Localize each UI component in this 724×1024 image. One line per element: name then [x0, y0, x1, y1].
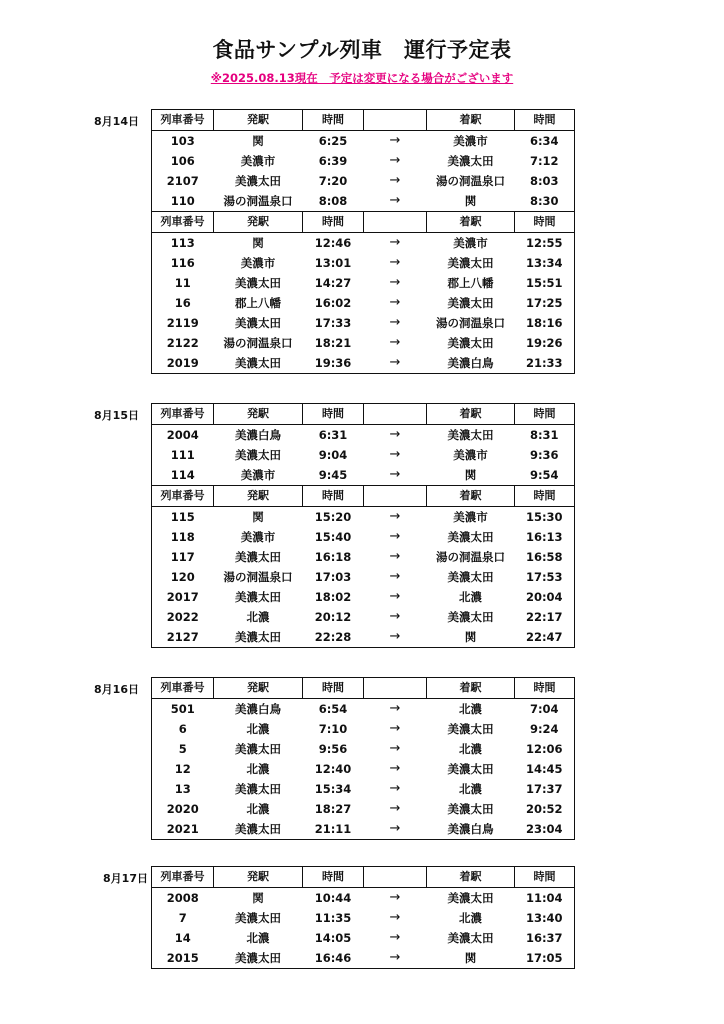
header-departure-time: 時間 — [303, 678, 364, 699]
arrival-station: 関 — [464, 194, 477, 208]
arrow-icon: → — [389, 193, 401, 208]
arrow-icon: → — [389, 235, 401, 250]
train-number: 2017 — [166, 590, 199, 604]
header-arrival-time: 時間 — [515, 486, 575, 507]
arrival-station: 関 — [464, 468, 477, 482]
arrival-station: 美濃太田 — [447, 154, 494, 168]
header-arrow — [364, 110, 427, 131]
arrival-time: 13:34 — [525, 256, 563, 270]
arrival-station: 美濃太田 — [447, 891, 494, 905]
departure-time: 15:20 — [314, 510, 352, 524]
train-number: 2015 — [166, 951, 199, 965]
schedule-notice: ※2025.08.13現在 予定は変更になる場合がございます — [210, 71, 514, 85]
train-row — [152, 253, 575, 273]
departure-time: 18:21 — [314, 336, 352, 350]
train-row — [152, 888, 575, 909]
train-number: 2127 — [166, 630, 199, 644]
departure-station: 美濃市 — [240, 468, 276, 482]
arrival-station: 美濃太田 — [447, 336, 494, 350]
departure-station: 湯の洞温泉口 — [223, 194, 293, 208]
arrow-icon: → — [389, 315, 401, 330]
train-row — [152, 527, 575, 547]
train-number: 106 — [170, 154, 195, 168]
arrival-station: 北濃 — [459, 590, 482, 604]
arrow-icon: → — [389, 741, 401, 756]
train-number: 6 — [178, 722, 187, 736]
arrow-icon: → — [389, 569, 401, 584]
arrival-time: 21:33 — [525, 356, 563, 370]
arrival-station: 美濃白鳥 — [447, 356, 494, 370]
arrival-time: 15:30 — [525, 510, 563, 524]
arrival-time: 13:40 — [525, 911, 563, 925]
departure-time: 16:18 — [314, 550, 352, 564]
header-departure-station: 発駅 — [214, 110, 303, 131]
train-row — [152, 353, 575, 374]
date-label: 8月14日 — [94, 115, 139, 128]
departure-time: 17:33 — [314, 316, 352, 330]
departure-station: 北濃 — [246, 802, 270, 816]
date-label: 8月17日 — [103, 872, 148, 885]
arrival-time: 16:37 — [525, 931, 563, 945]
arrow-icon: → — [389, 930, 401, 945]
header-arrival-station: 着駅 — [427, 404, 515, 425]
arrival-station: 関 — [464, 630, 477, 644]
arrival-time: 17:53 — [525, 570, 563, 584]
train-row — [152, 627, 575, 648]
train-number: 2119 — [166, 316, 199, 330]
train-row — [152, 425, 575, 446]
departure-time: 6:54 — [318, 702, 348, 716]
departure-time: 19:36 — [314, 356, 352, 370]
departure-station: 北濃 — [246, 610, 270, 624]
departure-station: 郡上八幡 — [235, 296, 281, 310]
header-departure-time: 時間 — [303, 867, 364, 888]
departure-station: 美濃太田 — [235, 316, 281, 330]
arrow-icon: → — [389, 549, 401, 564]
arrival-station: 美濃太田 — [447, 530, 494, 544]
arrival-time: 17:05 — [525, 951, 563, 965]
arrival-time: 23:04 — [525, 822, 563, 836]
header-arrival-time: 時間 — [515, 110, 575, 131]
header-row — [152, 212, 575, 233]
train-row — [152, 739, 575, 759]
train-number: 501 — [170, 702, 195, 716]
arrival-time: 8:30 — [529, 194, 559, 208]
header-departure-time: 時間 — [303, 110, 364, 131]
arrival-time: 20:52 — [525, 802, 563, 816]
departure-time: 18:02 — [314, 590, 352, 604]
header-arrival-time: 時間 — [515, 404, 575, 425]
header-arrow — [364, 212, 427, 233]
header-departure-station: 発駅 — [214, 404, 303, 425]
date-label: 8月15日 — [94, 409, 139, 422]
train-number: 16 — [174, 296, 191, 310]
train-row — [152, 233, 575, 254]
arrow-icon: → — [389, 173, 401, 188]
train-row — [152, 507, 575, 528]
header-departure-time: 時間 — [303, 212, 364, 233]
header-arrival-station: 着駅 — [427, 678, 515, 699]
header-train-number: 列車番号 — [152, 404, 214, 425]
departure-station: 美濃太田 — [235, 742, 281, 756]
departure-station: 美濃太田 — [235, 951, 281, 965]
train-number: 114 — [170, 468, 195, 482]
arrival-time: 8:03 — [529, 174, 559, 188]
departure-time: 9:56 — [318, 742, 348, 756]
departure-time: 9:45 — [318, 468, 348, 482]
departure-station: 湯の洞温泉口 — [223, 570, 293, 584]
arrow-icon: → — [389, 629, 401, 644]
departure-station: 北濃 — [246, 762, 270, 776]
arrow-icon: → — [389, 275, 401, 290]
header-train-number: 列車番号 — [152, 486, 214, 507]
departure-time: 10:44 — [314, 891, 352, 905]
departure-station: 北濃 — [246, 931, 270, 945]
arrival-station: 美濃太田 — [447, 610, 494, 624]
arrow-icon: → — [389, 801, 401, 816]
arrow-icon: → — [389, 509, 401, 524]
departure-time: 13:01 — [314, 256, 352, 270]
header-arrow — [364, 404, 427, 425]
arrival-station: 郡上八幡 — [447, 276, 494, 290]
departure-station: 美濃太田 — [235, 630, 281, 644]
arrival-station: 北濃 — [459, 911, 482, 925]
train-number: 13 — [174, 782, 191, 796]
departure-station: 北濃 — [246, 722, 270, 736]
train-number: 103 — [170, 134, 195, 148]
arrival-time: 15:51 — [525, 276, 563, 290]
arrow-icon: → — [389, 427, 401, 442]
train-number: 11 — [174, 276, 191, 290]
train-row — [152, 779, 575, 799]
departure-station: 美濃太田 — [235, 550, 281, 564]
departure-time: 14:05 — [314, 931, 352, 945]
arrival-station: 美濃太田 — [447, 570, 494, 584]
arrival-station: 美濃太田 — [447, 931, 494, 945]
arrival-station: 美濃太田 — [447, 256, 494, 270]
header-row — [152, 110, 575, 131]
train-row — [152, 699, 575, 720]
departure-time: 6:25 — [318, 134, 348, 148]
train-row — [152, 819, 575, 840]
train-row — [152, 948, 575, 969]
header-train-number: 列車番号 — [152, 678, 214, 699]
header-train-number: 列車番号 — [152, 867, 214, 888]
arrival-station: 北濃 — [459, 742, 482, 756]
header-row — [152, 486, 575, 507]
train-row — [152, 908, 575, 928]
arrival-station: 美濃市 — [453, 510, 488, 524]
header-arrival-station: 着駅 — [427, 212, 515, 233]
header-arrival-time: 時間 — [515, 867, 575, 888]
departure-station: 美濃太田 — [235, 782, 281, 796]
arrow-icon: → — [389, 950, 401, 965]
arrow-icon: → — [389, 761, 401, 776]
train-number: 2004 — [166, 428, 199, 442]
departure-time: 11:35 — [314, 911, 352, 925]
departure-station: 美濃市 — [240, 256, 276, 270]
train-row — [152, 607, 575, 627]
arrival-station: 美濃白鳥 — [447, 822, 494, 836]
train-number: 111 — [170, 448, 195, 462]
header-train-number: 列車番号 — [152, 212, 214, 233]
arrow-icon: → — [389, 701, 401, 716]
train-number: 2022 — [166, 610, 199, 624]
arrival-station: 美濃市 — [453, 134, 488, 148]
departure-station: 美濃太田 — [235, 911, 281, 925]
train-row — [152, 759, 575, 779]
train-number: 2008 — [166, 891, 199, 905]
arrow-icon: → — [389, 529, 401, 544]
departure-station: 美濃白鳥 — [235, 428, 281, 442]
arrival-time: 22:17 — [525, 610, 563, 624]
arrow-icon: → — [389, 781, 401, 796]
arrival-time: 12:55 — [525, 236, 563, 250]
departure-time: 16:02 — [314, 296, 352, 310]
departure-time: 8:08 — [318, 194, 348, 208]
schedule-table — [151, 677, 575, 840]
schedule-table — [151, 109, 575, 374]
arrival-station: 美濃太田 — [447, 762, 494, 776]
train-row — [152, 293, 575, 313]
arrow-icon: → — [389, 467, 401, 482]
arrow-icon: → — [389, 821, 401, 836]
arrival-time: 12:06 — [525, 742, 563, 756]
arrival-station: 美濃市 — [453, 448, 488, 462]
arrow-icon: → — [389, 890, 401, 905]
arrow-icon: → — [389, 910, 401, 925]
arrival-time: 6:34 — [529, 134, 559, 148]
departure-station: 美濃白鳥 — [235, 702, 281, 716]
arrival-time: 14:45 — [525, 762, 563, 776]
schedule-table — [151, 866, 575, 969]
train-number: 2122 — [166, 336, 199, 350]
departure-time: 16:46 — [314, 951, 352, 965]
departure-station: 美濃太田 — [235, 448, 281, 462]
departure-time: 21:11 — [314, 822, 352, 836]
train-number: 2019 — [166, 356, 199, 370]
schedule-table — [151, 403, 575, 648]
departure-station: 関 — [252, 134, 264, 148]
arrow-icon: → — [389, 355, 401, 370]
train-row — [152, 719, 575, 739]
arrival-time: 9:24 — [529, 722, 559, 736]
arrival-station: 美濃太田 — [447, 722, 494, 736]
date-label: 8月16日 — [94, 683, 139, 696]
train-number: 116 — [170, 256, 195, 270]
train-row — [152, 273, 575, 293]
train-row — [152, 131, 575, 152]
header-departure-time: 時間 — [303, 486, 364, 507]
departure-time: 6:39 — [318, 154, 348, 168]
train-number: 2021 — [166, 822, 199, 836]
departure-time: 18:27 — [314, 802, 352, 816]
arrow-icon: → — [389, 721, 401, 736]
departure-station: 関 — [252, 236, 264, 250]
arrival-station: 湯の洞温泉口 — [436, 316, 505, 330]
header-departure-station: 発駅 — [214, 678, 303, 699]
arrival-station: 関 — [464, 951, 477, 965]
departure-station: 美濃太田 — [235, 174, 281, 188]
departure-time: 17:03 — [314, 570, 352, 584]
train-number: 7 — [178, 911, 187, 925]
arrival-time: 8:31 — [529, 428, 559, 442]
header-train-number: 列車番号 — [152, 110, 214, 131]
departure-station: 美濃太田 — [235, 356, 281, 370]
arrival-station: 北濃 — [459, 702, 482, 716]
arrival-station: 美濃太田 — [447, 296, 494, 310]
header-arrival-station: 着駅 — [427, 486, 515, 507]
arrival-time: 19:26 — [525, 336, 563, 350]
train-row — [152, 928, 575, 948]
arrival-time: 7:04 — [529, 702, 559, 716]
arrival-time: 22:47 — [525, 630, 563, 644]
header-departure-station: 発駅 — [214, 212, 303, 233]
arrow-icon: → — [389, 335, 401, 350]
arrival-station: 北濃 — [459, 782, 482, 796]
train-number: 118 — [170, 530, 195, 544]
train-number: 14 — [174, 931, 191, 945]
departure-time: 15:34 — [314, 782, 352, 796]
departure-station: 関 — [252, 510, 264, 524]
train-number: 2107 — [166, 174, 199, 188]
arrival-time: 16:58 — [525, 550, 563, 564]
train-number: 117 — [170, 550, 195, 564]
train-number: 115 — [170, 510, 195, 524]
arrow-icon: → — [389, 295, 401, 310]
departure-time: 12:46 — [314, 236, 352, 250]
train-row — [152, 191, 575, 212]
train-number: 12 — [174, 762, 191, 776]
header-row — [152, 678, 575, 699]
departure-time: 6:31 — [318, 428, 348, 442]
arrival-time: 7:12 — [529, 154, 559, 168]
departure-time: 12:40 — [314, 762, 352, 776]
header-arrival-station: 着駅 — [427, 110, 515, 131]
arrow-icon: → — [389, 447, 401, 462]
train-number: 5 — [178, 742, 187, 756]
arrival-time: 18:16 — [525, 316, 563, 330]
train-row — [152, 313, 575, 333]
arrival-station: 美濃太田 — [447, 802, 494, 816]
arrow-icon: → — [389, 153, 401, 168]
header-arrival-time: 時間 — [515, 678, 575, 699]
train-row — [152, 171, 575, 191]
train-row — [152, 587, 575, 607]
arrival-time: 9:36 — [529, 448, 559, 462]
train-row — [152, 333, 575, 353]
header-row — [152, 867, 575, 888]
header-arrival-station: 着駅 — [427, 867, 515, 888]
departure-time: 9:04 — [318, 448, 348, 462]
arrival-station: 湯の洞温泉口 — [436, 174, 505, 188]
departure-station: 美濃市 — [240, 530, 276, 544]
header-arrow — [364, 867, 427, 888]
header-arrow — [364, 678, 427, 699]
train-row — [152, 799, 575, 819]
departure-station: 美濃市 — [240, 154, 276, 168]
header-departure-time: 時間 — [303, 404, 364, 425]
arrow-icon: → — [389, 255, 401, 270]
arrival-time: 16:13 — [525, 530, 563, 544]
departure-station: 美濃太田 — [235, 822, 281, 836]
train-row — [152, 445, 575, 465]
departure-station: 関 — [252, 891, 264, 905]
departure-time: 14:27 — [314, 276, 352, 290]
departure-station: 湯の洞温泉口 — [223, 336, 293, 350]
departure-time: 15:40 — [314, 530, 352, 544]
arrival-time: 17:37 — [525, 782, 563, 796]
header-departure-station: 発駅 — [214, 867, 303, 888]
train-row — [152, 567, 575, 587]
arrival-time: 20:04 — [525, 590, 563, 604]
train-number: 120 — [170, 570, 195, 584]
header-row — [152, 404, 575, 425]
departure-time: 22:28 — [314, 630, 352, 644]
arrow-icon: → — [389, 589, 401, 604]
departure-station: 美濃太田 — [235, 276, 281, 290]
arrival-station: 美濃太田 — [447, 428, 494, 442]
header-departure-station: 発駅 — [214, 486, 303, 507]
arrival-time: 17:25 — [525, 296, 563, 310]
departure-time: 7:20 — [318, 174, 348, 188]
arrival-time: 11:04 — [525, 891, 563, 905]
departure-time: 7:10 — [318, 722, 348, 736]
train-number: 110 — [170, 194, 195, 208]
header-arrow — [364, 486, 427, 507]
train-row — [152, 465, 575, 486]
arrival-station: 美濃市 — [453, 236, 488, 250]
page-title: 食品サンプル列車 運行予定表 — [212, 38, 512, 62]
departure-station: 美濃太田 — [235, 590, 281, 604]
train-number: 113 — [170, 236, 195, 250]
arrow-icon: → — [389, 609, 401, 624]
departure-time: 20:12 — [314, 610, 352, 624]
arrow-icon: → — [389, 133, 401, 148]
train-row — [152, 151, 575, 171]
train-number: 2020 — [166, 802, 199, 816]
train-row — [152, 547, 575, 567]
arrival-time: 9:54 — [529, 468, 559, 482]
arrival-station: 湯の洞温泉口 — [436, 550, 505, 564]
header-arrival-time: 時間 — [515, 212, 575, 233]
